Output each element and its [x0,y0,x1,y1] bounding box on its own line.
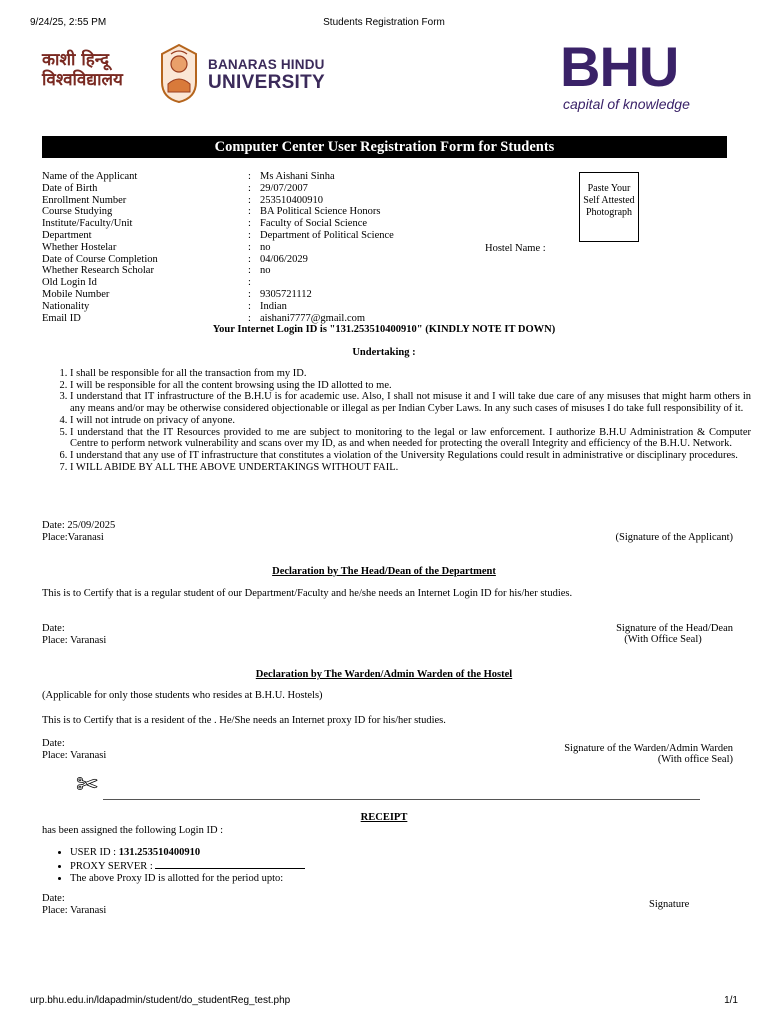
hindi-university-name [42,50,123,90]
head-date: Date: [42,623,65,634]
field-colon: : [248,218,251,230]
field-colon: : [248,182,251,194]
english-line-1: BANARAS HINDU [208,57,325,72]
field-colon: : [248,241,251,253]
field-colon: : [248,253,251,265]
undertaking-item: 2. I will be responsible for all the content browsing using the ID allotted to me. [70,380,751,392]
form-title: Computer Center User Registration Form for Students [42,136,727,158]
applicant-fields [42,171,512,324]
field-row [42,277,512,289]
hindi-line-1: काशी हिन्दू [42,50,110,70]
field-colon: : [248,229,251,241]
head-signature [593,623,733,645]
receipt-proxy [70,859,305,873]
print-datetime: 9/24/25, 2:55 PM [30,17,107,28]
field-row [42,265,512,277]
field-label: Course Studying [42,206,113,218]
field-colon: : [248,312,251,324]
field-value: BA Political Science Honors [260,206,381,218]
field-label: Old Login Id [42,277,97,289]
warden-signature [548,743,733,765]
field-row [42,242,512,254]
field-value: Department of Political Science [260,229,394,241]
undertaking-item: 6. I understand that any use of IT infrastructure that constitutes a violation of the University Regulations could result in administrative or disciplinary procedures. [70,450,751,462]
field-colon: : [248,194,251,206]
field-colon: : [248,265,251,277]
field-label: Email ID [42,312,81,324]
receipt-intro: has been assigned the following Login ID : [42,825,224,836]
head-signature-line-2: (With Office Seal) [624,634,702,645]
field-label: Nationality [42,300,90,312]
field-colon: : [248,171,251,182]
field-row [42,183,512,195]
photo-box-line-1: Paste Your [587,183,631,194]
warden-declaration-text: This is to Certify that is a resident of the . He/She needs an Internet proxy ID for his/her studies. [42,715,446,726]
field-label: Institute/Faculty/Unit [42,218,133,230]
warden-date: Date: [42,738,65,749]
warden-place: Place: Varanasi [42,750,107,761]
bhu-wordmark: BHU [560,35,679,98]
head-declaration-heading: Declaration by The Head/Dean of the Department [272,566,496,577]
photo-box [579,172,639,242]
field-row [42,230,512,242]
receipt-date: Date: [42,893,65,904]
english-university-name [208,56,325,92]
field-label: Enrollment Number [42,194,127,206]
head-declaration-text: This is to Certify that is a regular student of our Department/Faculty and he/she needs an Internet Login ID for his/her studies. [42,588,573,599]
print-footer [30,995,738,1009]
proxy-label: PROXY SERVER : [70,861,156,872]
field-value: 253510400910 [260,194,323,206]
warden-note: (Applicable for only those students who resides at B.H.U. Hostels) [42,690,323,701]
receipt-period: • The above Proxy ID is allotted for the period upto: [70,873,305,885]
field-row [42,301,512,313]
user-id-label: USER ID : [70,847,119,858]
field-row [42,289,512,301]
receipt-place: Place: Varanasi [42,905,107,916]
field-label: Name of the Applicant [42,171,138,182]
receipt-signature: Signature [649,899,690,910]
undertaking-item: 5. I understand that the IT Resources provided to me are subject to monitoring to the legal or law enforcement. I authorize B.H.U Administration & Computer Centre to perform network vulnerability and scans over my ID, as and when needed for protecting the overall Integrity and efficiency of the B.H.U. Network. [70,427,751,450]
hindi-line-2: विश्वविद्यालय [42,70,123,90]
university-emblem-icon [156,42,202,104]
undertaking-list [52,368,751,473]
applicant-place: Place:Varanasi [42,532,104,543]
field-value: Ms Aishani Sinha [260,171,335,182]
undertaking-item: 7. I WILL ABIDE BY ALL THE ABOVE UNDERTAKINGS WITHOUT FAIL. [70,462,751,474]
field-value: 04/06/2029 [260,253,308,265]
applicant-date: Date: 25/09/2025 [42,520,116,531]
field-row [42,206,512,218]
applicant-signature-label: (Signature of the Applicant) [615,532,733,543]
print-header [30,17,738,31]
field-colon: : [248,206,251,218]
field-row [42,313,512,325]
field-row [42,171,512,183]
warden-signature-line-1: Signature of the Warden/Admin Warden [564,743,733,754]
field-row [42,195,512,207]
field-colon: : [248,277,251,289]
print-url: urp.bhu.edu.in/ldapadmin/student/do_studentReg_test.php [30,995,291,1006]
cut-line [103,799,700,800]
bhu-logo-left [42,42,326,104]
field-value: Indian [260,300,287,312]
undertaking-item: 3. I understand that IT infrastructure of the B.H.U is for academic use. Also, I shall not misuse it and I will take due care of any misuses that might harm others in any means and/or may be otherwise considered objectionable or illegal as per Indian Cyber Laws. In any such cases of misuses I do take full responsibility of it. [70,391,751,414]
head-place: Place: Varanasi [42,635,107,646]
field-label: Whether Research Scholar [42,265,154,277]
bhu-logo-right [560,35,720,114]
field-colon: : [248,300,251,312]
field-row [42,218,512,230]
field-label: Department [42,229,92,241]
photo-box-line-2: Self Attested [583,195,635,206]
print-title: Students Registration Form [323,17,445,28]
undertaking-item: 4. I will not intrude on privacy of anyone. [70,415,751,427]
field-value: 29/07/2007 [260,182,308,194]
undertaking-item: 1. I shall be responsible for all the transaction from my ID. [70,368,751,380]
field-value: no [260,265,271,277]
login-id-notice: Your Internet Login ID is "131.253510400910" (KINDLY NOTE IT DOWN) [212,324,556,335]
field-value: no [260,241,271,253]
field-value: 9305721112 [260,288,312,300]
field-label: Date of Course Completion [42,253,158,265]
print-page-number: 1/1 [724,995,738,1006]
field-value: Faculty of Social Science [260,218,368,230]
user-id-value: 131.253510400910 [118,847,201,858]
undertaking-heading: Undertaking : [352,347,416,358]
warden-signature-line-2: (With office Seal) [657,754,733,765]
receipt-user-id [70,847,305,859]
warden-declaration-heading: Declaration by The Warden/Admin Warden of the Hostel [255,669,513,680]
head-signature-line-1: Signature of the Head/Dean [616,623,733,634]
field-row [42,254,512,266]
receipt-heading: RECEIPT [360,812,408,823]
field-label: Whether Hostelar [42,241,117,253]
field-colon: : [248,288,251,300]
field-label: Mobile Number [42,288,110,300]
scissors-icon: ✄ [76,770,98,800]
english-line-2: UNIVERSITY [208,72,326,93]
field-value: aishani7777@gmail.com [260,312,366,324]
proxy-blank [155,859,305,869]
photo-box-line-3: Photograph [585,207,633,218]
bhu-tagline: capital of knowledge [563,96,690,112]
hostel-name-label: Hostel Name : [485,243,546,254]
field-label: Date of Birth [42,182,98,194]
receipt-list [52,847,305,885]
